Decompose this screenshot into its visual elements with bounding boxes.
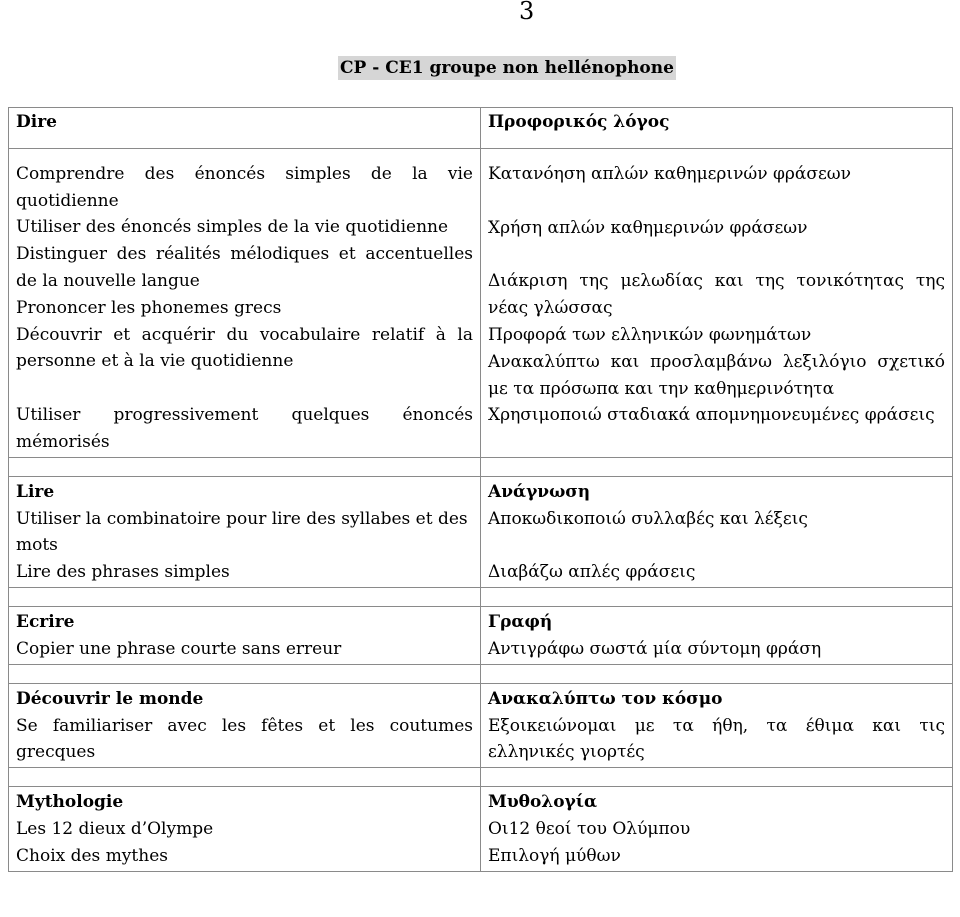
list-item: Se familiariser avec les fêtes et les coutumes grecques: [16, 715, 473, 763]
section-content-row: [9, 787, 953, 871]
list-item: Utiliser progressivement quelques énoncés mémorisés: [16, 405, 473, 452]
section-title-fr: Découvrir le monde: [16, 688, 204, 709]
section-content-gr: [481, 683, 953, 767]
list-item: Προφορά των ελληνικών φωνημάτων: [488, 324, 812, 345]
section-content-fr: [9, 787, 481, 871]
list-item: Εξοικειώνομαι με τα ήθη, τα έθιμα και τις ελληνικές γιορτές: [488, 715, 945, 763]
list-item: Les 12 dieux d’Olympe: [16, 818, 214, 839]
section-content-gr: [481, 476, 953, 587]
list-item: Lire des phrases simples: [16, 562, 230, 583]
section-title-gr: Ανακαλύπτω τον κόσμο: [488, 688, 723, 709]
list-item: Οι12 θεοί του Ολύμπου: [488, 818, 691, 839]
section-title-gr: Γραφή: [488, 612, 553, 633]
section-content-gr: [481, 607, 953, 665]
list-item: Χρησιμοποιώ σταδιακά απομνημονευμένες φράσεις: [488, 405, 935, 426]
list-item: Prononcer les phonemes grecs: [16, 297, 282, 318]
list-item: Copier une phrase courte sans erreur: [16, 638, 342, 659]
section-title-fr: Mythologie: [16, 792, 124, 813]
list-item: Distinguer des réalités mélodiques et accentuelles de la nouvelle langue: [16, 244, 473, 291]
list-item: Découvrir et acquérir du vocabulaire relatif à la personne et à la vie quotidienne: [16, 324, 473, 372]
list-item: Αντιγράφω σωστά μία σύντομη φράση: [488, 638, 822, 659]
list-item: Choix des mythes: [16, 845, 168, 866]
section-title-gr: Ανάγνωση: [488, 481, 591, 502]
section-content-fr: [9, 148, 481, 457]
page-title: CP - CE1 groupe non hellénophone: [340, 58, 674, 78]
list-item: Ανακαλύπτω και προσλαμβάνω λεξιλόγιο σχετικό με τα πρόσωπα και την καθημερινότητα: [488, 351, 945, 399]
section-content-fr: [9, 683, 481, 767]
list-item: Χρήση απλών καθημερινών φράσεων: [488, 217, 808, 238]
section-content-row: [9, 607, 953, 665]
list-item: Comprendre des énoncés simples de la vie quotidienne: [16, 163, 473, 211]
list-item: Utiliser des énoncés simples de la vie quotidienne: [16, 217, 449, 238]
section-title-fr: Ecrire: [16, 612, 75, 633]
section-title-gr: Μυθολογία: [488, 792, 598, 813]
section-header-row: [9, 108, 953, 149]
list-item: Κατανόηση απλών καθημερινών φράσεων: [488, 163, 852, 184]
section-content-gr: [481, 787, 953, 871]
section-content-row: [9, 683, 953, 767]
page-number: 3: [519, 0, 535, 25]
list-item: Επιλογή μύθων: [488, 845, 621, 866]
list-item: Διάκριση της μελωδίας και της τονικότητας της νέας γλώσσας: [488, 271, 945, 319]
curriculum-table: [8, 107, 953, 872]
list-item: Αποκωδικοποιώ συλλαβές και λέξεις: [488, 508, 808, 529]
list-item: Διαβάζω απλές φράσεις: [488, 562, 696, 583]
section-title-fr: Lire: [16, 481, 55, 502]
section-title-gr: Προφορικός λόγος: [481, 108, 953, 149]
section-content-fr: [9, 607, 481, 665]
section-content-fr: [9, 476, 481, 587]
section-content-row: [9, 476, 953, 587]
section-content-gr: [481, 148, 953, 457]
list-item: Utiliser la combinatoire pour lire des syllabes et des mots: [16, 508, 468, 556]
section-title-fr: Dire: [9, 108, 481, 149]
section-content-row: [9, 148, 953, 457]
